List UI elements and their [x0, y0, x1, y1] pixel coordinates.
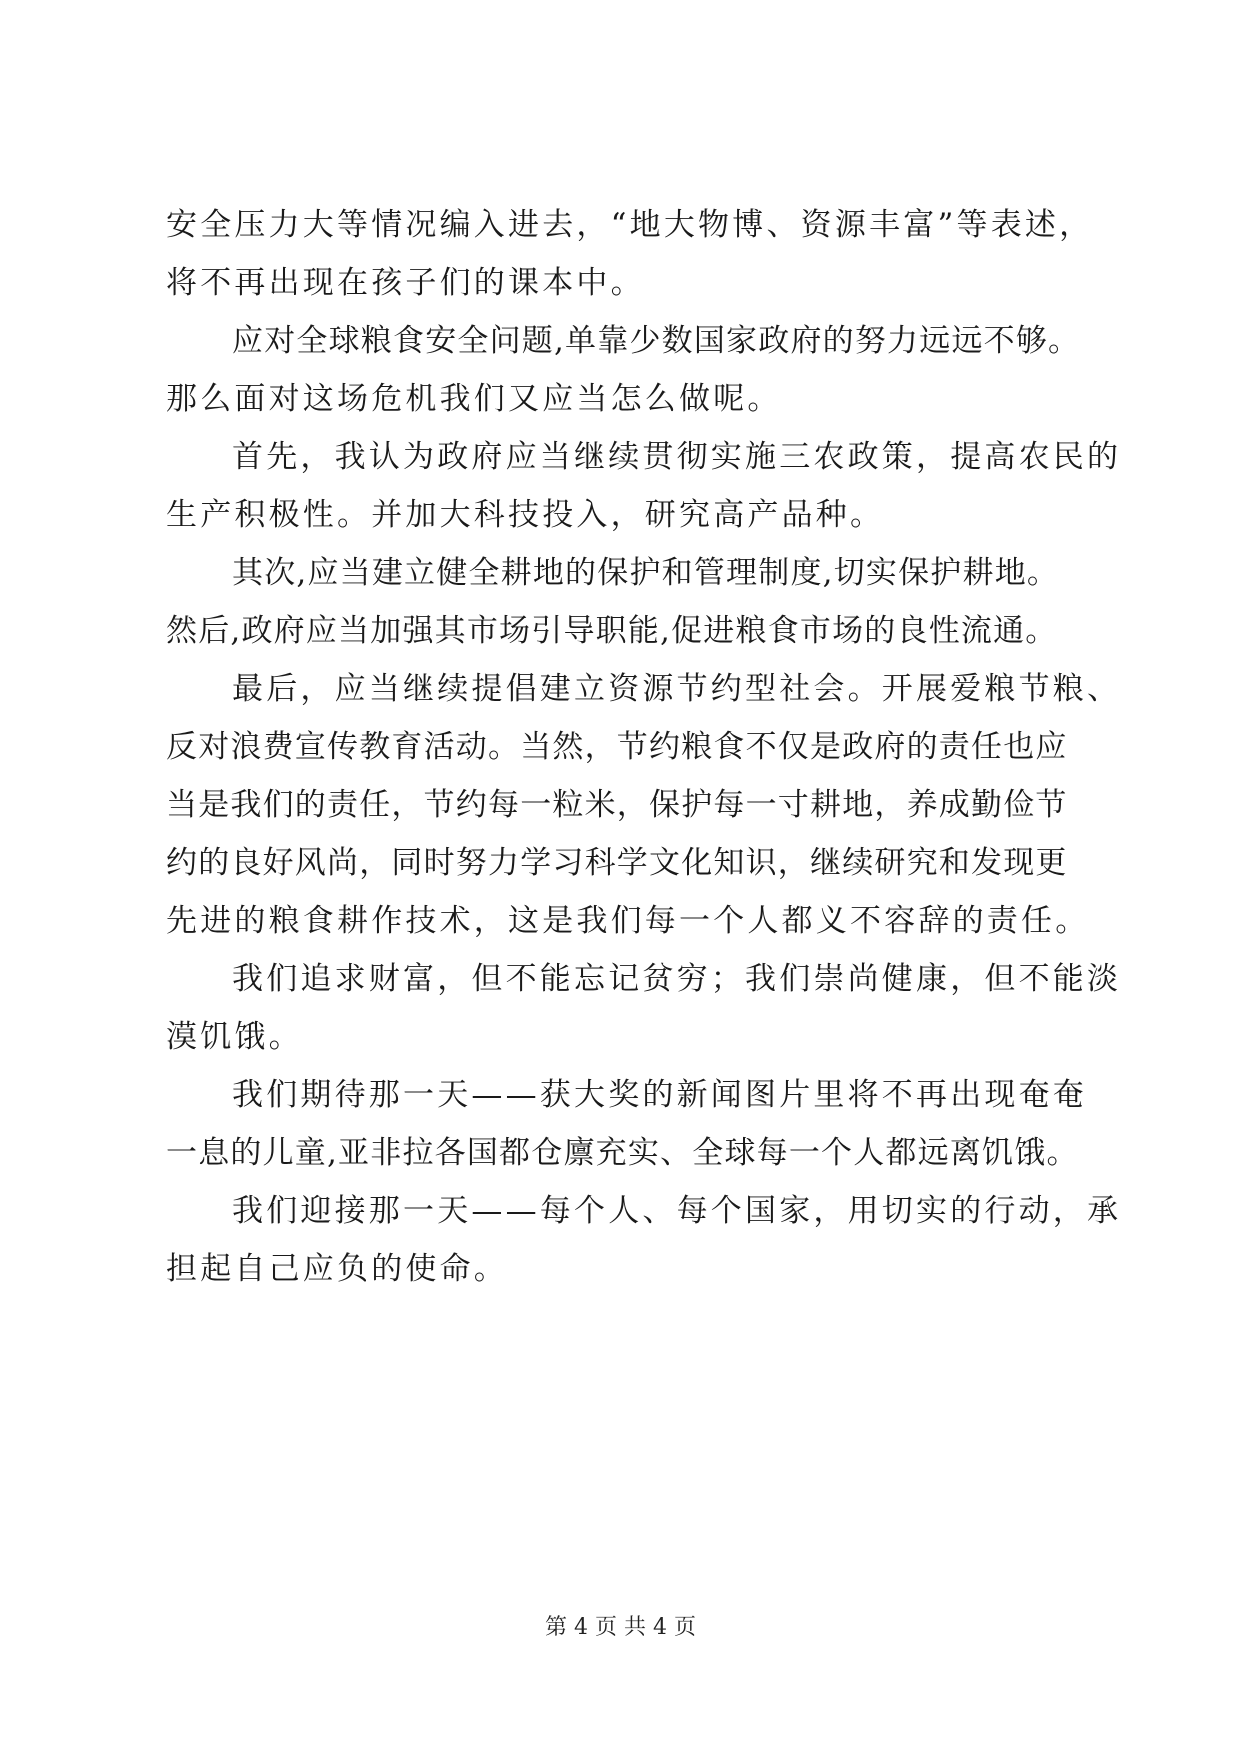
page-number-footer: 第 4 页 共 4 页: [545, 1615, 696, 1640]
text-line: 生产积极性。并加大科技投入，研究高产品种。: [166, 497, 885, 533]
text-line: 其次,应当建立健全耕地的保护和管理制度,切实保护耕地。: [232, 555, 1060, 591]
text-line: 最后，应当继续提倡建立资源节约型社会。开展爱粮节粮、: [232, 671, 1122, 707]
text-line: 然后,政府应当加强其市场引导职能,促进粮食市场的良性流通。: [166, 613, 1058, 649]
text-line: 我们迎接那一天——每个人、每个国家，用切实的行动，承: [232, 1193, 1122, 1229]
text-line: 安全压力大等情况编入进去，“地大物博、资源丰富”等表述，: [166, 207, 1094, 243]
text-line: 那么面对这场危机我们又应当怎么做呢。: [166, 381, 782, 417]
text-line: 约的良好风尚，同时努力学习科学文化知识，继续研究和发现更: [166, 845, 1068, 881]
text-line: 当是我们的责任，节约每一粒米，保护每一寸耕地，养成勤俭节: [166, 787, 1068, 823]
text-line: 担起自己应负的使命。: [166, 1251, 508, 1287]
text-line: 将不再出现在孩子们的课本中。: [166, 265, 645, 301]
document-body: [166, 196, 1126, 1298]
text-line: 我们追求财富，但不能忘记贫穷；我们崇尚健康，但不能淡: [232, 961, 1122, 997]
text-line: 反对浪费宣传教育活动。当然，节约粮食不仅是政府的责任也应: [166, 729, 1068, 765]
text-line: 我们期待那一天——获大奖的新闻图片里将不再出现奄奄: [232, 1077, 1087, 1113]
text-line: 一息的儿童,亚非拉各国都仓廪充实、全球每一个人都远离饥饿。: [166, 1135, 1079, 1171]
text-line: 先进的粮食耕作技术，这是我们每一个人都义不容辞的责任。: [166, 903, 1090, 939]
text-line: 应对全球粮食安全问题,单靠少数国家政府的努力远远不够。: [232, 323, 1081, 359]
text-line: 漠饥饿。: [166, 1019, 303, 1055]
text-line: 首先，我认为政府应当继续贯彻实施三农政策，提高农民的: [232, 439, 1122, 475]
